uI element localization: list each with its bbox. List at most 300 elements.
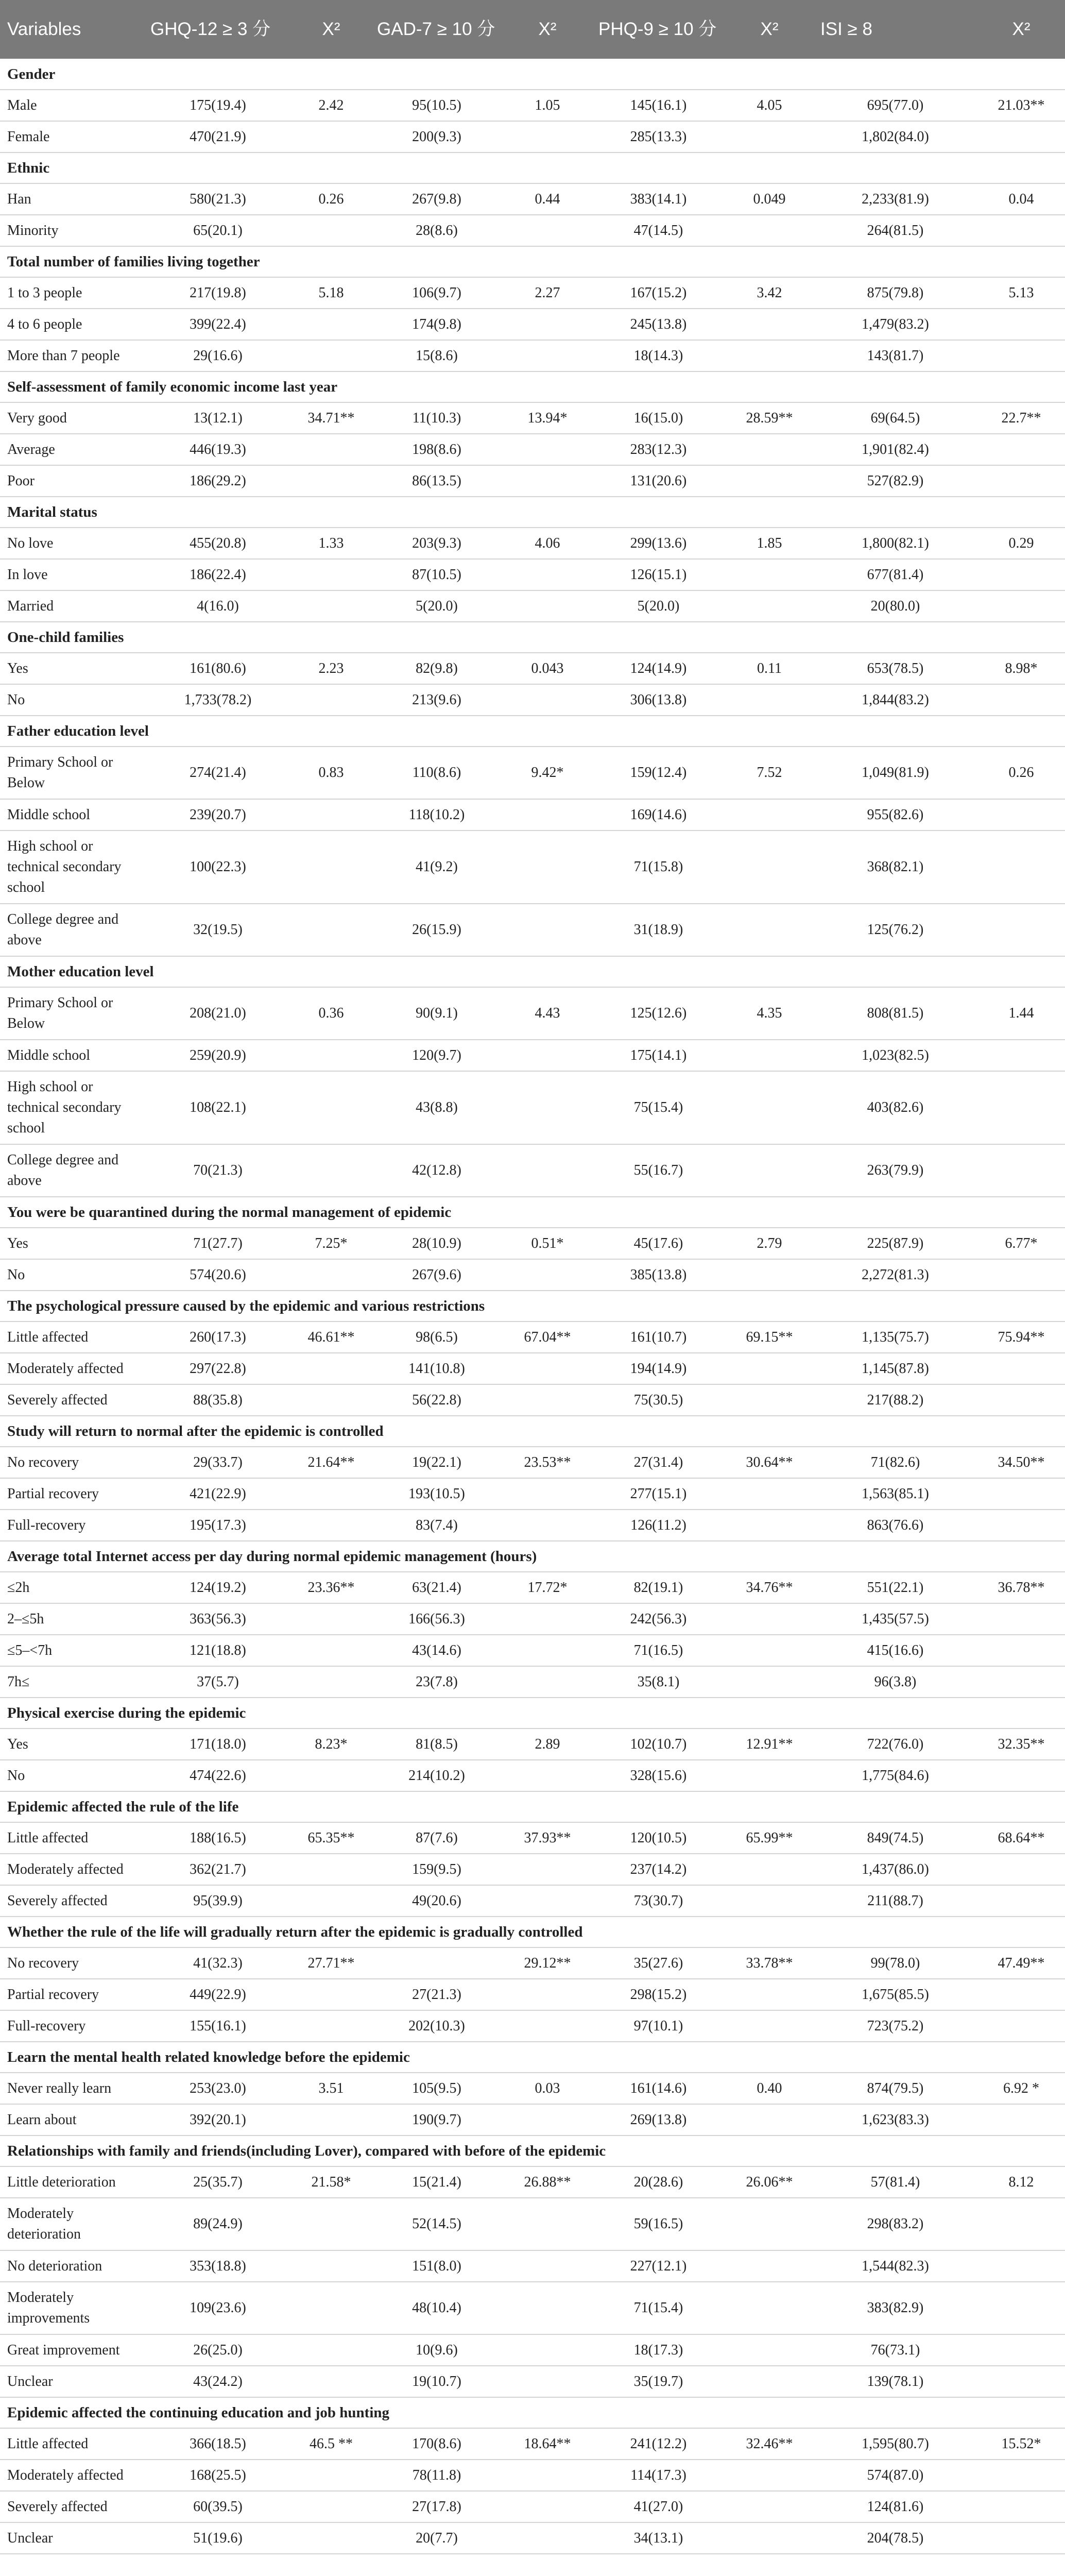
cell-chi-square-phq9 (726, 1144, 813, 1197)
table-row (0, 799, 1065, 831)
cell-chi-square-phq9: 30.64** (726, 1447, 813, 1478)
row-label: Yes (0, 653, 143, 684)
cell-chi-square-ghq12: 5.18 (293, 277, 370, 309)
cell-chi-square-ghq12 (293, 1635, 370, 1666)
table-row (0, 121, 1065, 152)
cell-chi-square-gad7: 2.27 (504, 277, 591, 309)
table-row (0, 684, 1065, 716)
cell-ghq12: 260(17.3) (143, 1321, 293, 1353)
cell-isi: 1,135(75.7) (813, 1321, 977, 1353)
cell-chi-square-isi (977, 1666, 1065, 1698)
cell-chi-square-ghq12 (293, 215, 370, 246)
cell-ghq12: 363(56.3) (143, 1603, 293, 1635)
cell-gad7: 198(8.6) (370, 434, 504, 465)
cell-ghq12: 25(35.7) (143, 2166, 293, 2198)
cell-chi-square-gad7 (504, 340, 591, 371)
cell-chi-square-ghq12: 0.26 (293, 183, 370, 215)
row-label: Moderately affected (0, 2460, 143, 2491)
cell-chi-square-isi (977, 1353, 1065, 1384)
cell-phq9: 241(12.2) (591, 2428, 726, 2460)
cell-chi-square-gad7 (504, 309, 591, 340)
cell-gad7: 81(8.5) (370, 1728, 504, 1760)
cell-chi-square-gad7 (504, 2282, 591, 2334)
cell-chi-square-isi (977, 2334, 1065, 2366)
table-row (0, 1478, 1065, 1510)
cell-gad7: 98(6.5) (370, 1321, 504, 1353)
cell-phq9: 269(13.8) (591, 2104, 726, 2136)
cell-chi-square-gad7 (504, 1384, 591, 1416)
table-row (0, 1321, 1065, 1353)
cell-chi-square-ghq12 (293, 1885, 370, 1917)
row-label: Moderately affected (0, 1353, 143, 1384)
section-title: Relationships with family and friends(including Lover), compared with before of the epidemic (0, 2136, 1065, 2166)
cell-phq9: 242(56.3) (591, 1603, 726, 1635)
cell-chi-square-ghq12: 27.71** (293, 1947, 370, 1979)
row-label: Yes (0, 1228, 143, 1259)
cell-chi-square-isi: 6.77* (977, 1228, 1065, 1259)
cell-ghq12: 41(32.3) (143, 1947, 293, 1979)
cell-ghq12: 29(16.6) (143, 340, 293, 371)
cell-chi-square-ghq12 (293, 1979, 370, 2010)
cell-gad7: 19(10.7) (370, 2366, 504, 2397)
row-label: Partial recovery (0, 1979, 143, 2010)
cell-isi: 2,272(81.3) (813, 1259, 977, 1291)
cell-chi-square-phq9 (726, 2282, 813, 2334)
cell-isi: 76(73.1) (813, 2334, 977, 2366)
cell-ghq12: 1,733(78.2) (143, 684, 293, 716)
cell-isi: 875(79.8) (813, 277, 977, 309)
cell-phq9: 18(17.3) (591, 2334, 726, 2366)
table-row (0, 987, 1065, 1040)
cell-chi-square-phq9 (726, 559, 813, 590)
cell-chi-square-gad7 (504, 121, 591, 152)
cell-phq9: 59(16.5) (591, 2198, 726, 2250)
cell-chi-square-gad7 (504, 590, 591, 622)
cell-gad7: 48(10.4) (370, 2282, 504, 2334)
cell-ghq12: 161(80.6) (143, 653, 293, 684)
cell-ghq12: 88(35.8) (143, 1384, 293, 1416)
cell-chi-square-gad7 (504, 1603, 591, 1635)
cell-phq9: 131(20.6) (591, 465, 726, 497)
cell-phq9: 5(20.0) (591, 590, 726, 622)
cell-isi: 1,049(81.9) (813, 747, 977, 799)
cell-chi-square-phq9 (726, 2250, 813, 2282)
cell-ghq12: 60(39.5) (143, 2491, 293, 2522)
table-row (0, 2522, 1065, 2554)
cell-chi-square-phq9 (726, 831, 813, 904)
cell-gad7: 170(8.6) (370, 2428, 504, 2460)
cell-chi-square-isi (977, 1885, 1065, 1917)
cell-chi-square-isi: 0.29 (977, 528, 1065, 559)
section-header-row (0, 2397, 1065, 2428)
cell-chi-square-phq9: 7.52 (726, 747, 813, 799)
table-row (0, 277, 1065, 309)
cell-chi-square-phq9 (726, 1353, 813, 1384)
cell-chi-square-gad7 (504, 465, 591, 497)
cell-chi-square-ghq12 (293, 684, 370, 716)
cell-gad7: 190(9.7) (370, 2104, 504, 2136)
cell-chi-square-ghq12 (293, 434, 370, 465)
cell-chi-square-phq9 (726, 1603, 813, 1635)
cell-phq9: 35(27.6) (591, 1947, 726, 1979)
cell-chi-square-phq9 (726, 1478, 813, 1510)
cell-isi: 722(76.0) (813, 1728, 977, 1760)
cell-phq9: 82(19.1) (591, 1572, 726, 1603)
cell-gad7: 166(56.3) (370, 1603, 504, 1635)
row-label: Moderately deterioration (0, 2198, 143, 2250)
cell-ghq12: 168(25.5) (143, 2460, 293, 2491)
cell-chi-square-phq9: 1.85 (726, 528, 813, 559)
section-title: Gender (0, 59, 1065, 90)
cell-gad7: 174(9.8) (370, 309, 504, 340)
cell-chi-square-phq9 (726, 1040, 813, 1071)
cell-chi-square-ghq12 (293, 2366, 370, 2397)
cell-chi-square-isi: 75.94** (977, 1321, 1065, 1353)
cell-chi-square-phq9 (726, 215, 813, 246)
section-title: Father education level (0, 716, 1065, 747)
cell-ghq12: 124(19.2) (143, 1572, 293, 1603)
cell-gad7: 63(21.4) (370, 1572, 504, 1603)
cell-chi-square-phq9: 26.06** (726, 2166, 813, 2198)
cell-chi-square-phq9 (726, 2010, 813, 2042)
row-label: Great improvement (0, 2334, 143, 2366)
cell-isi: 653(78.5) (813, 653, 977, 684)
cell-isi: 527(82.9) (813, 465, 977, 497)
cell-isi: 143(81.7) (813, 340, 977, 371)
table-row (0, 309, 1065, 340)
cell-ghq12: 171(18.0) (143, 1728, 293, 1760)
cell-ghq12: 95(39.9) (143, 1885, 293, 1917)
cell-chi-square-isi (977, 309, 1065, 340)
section-title: Study will return to normal after the epidemic is controlled (0, 1416, 1065, 1447)
cell-gad7: 83(7.4) (370, 1510, 504, 1541)
row-label: Never really learn (0, 2073, 143, 2104)
table-row (0, 1144, 1065, 1197)
cell-ghq12: 195(17.3) (143, 1510, 293, 1541)
cell-phq9: 385(13.8) (591, 1259, 726, 1291)
table-row (0, 1885, 1065, 1917)
cell-chi-square-ghq12: 23.36** (293, 1572, 370, 1603)
header-chi-square-phq9: X² (726, 0, 813, 59)
cell-chi-square-ghq12 (293, 799, 370, 831)
cell-chi-square-isi (977, 1478, 1065, 1510)
cell-isi: 695(77.0) (813, 90, 977, 121)
table-row (0, 528, 1065, 559)
row-label: 4 to 6 people (0, 309, 143, 340)
cell-chi-square-ghq12 (293, 2104, 370, 2136)
cell-phq9: 125(12.6) (591, 987, 726, 1040)
table-body (0, 59, 1065, 2554)
cell-isi: 124(81.6) (813, 2491, 977, 2522)
section-title: One-child families (0, 622, 1065, 653)
row-label: Full-recovery (0, 2010, 143, 2042)
cell-ghq12: 175(19.4) (143, 90, 293, 121)
section-header-row (0, 622, 1065, 653)
cell-chi-square-gad7 (504, 1854, 591, 1885)
cell-chi-square-phq9 (726, 1384, 813, 1416)
cell-ghq12: 65(20.1) (143, 215, 293, 246)
cell-chi-square-phq9 (726, 465, 813, 497)
cell-chi-square-phq9 (726, 434, 813, 465)
row-label: Unclear (0, 2522, 143, 2554)
cell-chi-square-gad7 (504, 2104, 591, 2136)
cell-chi-square-isi (977, 434, 1065, 465)
table-row (0, 2460, 1065, 2491)
cell-chi-square-gad7 (504, 831, 591, 904)
section-header-row (0, 956, 1065, 987)
cell-chi-square-gad7: 2.89 (504, 1728, 591, 1760)
cell-chi-square-phq9 (726, 1071, 813, 1144)
cell-phq9: 227(12.1) (591, 2250, 726, 2282)
cell-chi-square-ghq12 (293, 2522, 370, 2554)
cell-chi-square-gad7 (504, 2198, 591, 2250)
cell-gad7: 23(7.8) (370, 1666, 504, 1698)
cell-isi: 217(88.2) (813, 1384, 977, 1416)
cell-phq9: 97(10.1) (591, 2010, 726, 2042)
cell-chi-square-isi: 34.50** (977, 1447, 1065, 1478)
cell-chi-square-ghq12: 3.51 (293, 2073, 370, 2104)
cell-phq9: 102(10.7) (591, 1728, 726, 1760)
row-label: No recovery (0, 1947, 143, 1979)
cell-isi: 1,623(83.3) (813, 2104, 977, 2136)
row-label: Middle school (0, 1040, 143, 1071)
cell-chi-square-ghq12 (293, 465, 370, 497)
row-label: Middle school (0, 799, 143, 831)
cell-phq9: 283(12.3) (591, 434, 726, 465)
cell-chi-square-gad7: 0.51* (504, 1228, 591, 1259)
table-row (0, 831, 1065, 904)
cell-gad7: 28(10.9) (370, 1228, 504, 1259)
table-row (0, 1603, 1065, 1635)
cell-isi: 2,233(81.9) (813, 183, 977, 215)
row-label: Married (0, 590, 143, 622)
cell-chi-square-isi (977, 1635, 1065, 1666)
cell-phq9: 34(13.1) (591, 2522, 726, 2554)
table-row (0, 1071, 1065, 1144)
section-title: Epidemic affected the continuing education and job hunting (0, 2397, 1065, 2428)
table-row (0, 1635, 1065, 1666)
cell-isi: 263(79.9) (813, 1144, 977, 1197)
table-row (0, 1572, 1065, 1603)
cell-chi-square-gad7: 26.88** (504, 2166, 591, 2198)
table-row (0, 2250, 1065, 2282)
cell-ghq12: 70(21.3) (143, 1144, 293, 1197)
cell-chi-square-gad7 (504, 1510, 591, 1541)
cell-isi: 99(78.0) (813, 1947, 977, 1979)
cell-ghq12: 13(12.1) (143, 402, 293, 434)
cell-chi-square-ghq12 (293, 1144, 370, 1197)
cell-gad7: 214(10.2) (370, 1760, 504, 1791)
cell-chi-square-ghq12: 21.58* (293, 2166, 370, 2198)
row-label: 1 to 3 people (0, 277, 143, 309)
cell-chi-square-ghq12 (293, 2460, 370, 2491)
cell-gad7: 15(8.6) (370, 340, 504, 371)
cell-chi-square-phq9: 33.78** (726, 1947, 813, 1979)
cell-chi-square-phq9: 4.05 (726, 90, 813, 121)
table-row (0, 1854, 1065, 1885)
cell-isi: 204(78.5) (813, 2522, 977, 2554)
row-label: 2–≤5h (0, 1603, 143, 1635)
cell-chi-square-isi: 22.7** (977, 402, 1065, 434)
cell-gad7: 26(15.9) (370, 904, 504, 956)
section-title: Marital status (0, 497, 1065, 528)
cell-chi-square-ghq12: 1.33 (293, 528, 370, 559)
cell-chi-square-isi: 8.98* (977, 653, 1065, 684)
cell-ghq12: 37(5.7) (143, 1666, 293, 1698)
cell-gad7: 202(10.3) (370, 2010, 504, 2042)
cell-chi-square-ghq12: 0.83 (293, 747, 370, 799)
cell-ghq12: 274(21.4) (143, 747, 293, 799)
table-row (0, 1666, 1065, 1698)
cell-chi-square-ghq12 (293, 1071, 370, 1144)
header-isi: ISI ≥ 8 (813, 0, 977, 59)
cell-phq9: 299(13.6) (591, 528, 726, 559)
cell-chi-square-gad7 (504, 2334, 591, 2366)
table-row (0, 2010, 1065, 2042)
cell-isi: 808(81.5) (813, 987, 977, 1040)
cell-chi-square-gad7: 23.53** (504, 1447, 591, 1478)
cell-chi-square-ghq12 (293, 559, 370, 590)
table-row (0, 402, 1065, 434)
cell-gad7: 11(10.3) (370, 402, 504, 434)
cell-ghq12: 253(23.0) (143, 2073, 293, 2104)
cell-isi: 551(22.1) (813, 1572, 977, 1603)
cell-isi: 723(75.2) (813, 2010, 977, 2042)
section-header-row (0, 371, 1065, 402)
cell-gad7: 105(9.5) (370, 2073, 504, 2104)
cell-ghq12: 470(21.9) (143, 121, 293, 152)
row-label: Learn about (0, 2104, 143, 2136)
table-row (0, 1040, 1065, 1071)
section-title: Self-assessment of family economic income last year (0, 371, 1065, 402)
cell-chi-square-isi (977, 2366, 1065, 2397)
cell-chi-square-isi (977, 2522, 1065, 2554)
cell-gad7: 200(9.3) (370, 121, 504, 152)
cell-phq9: 298(15.2) (591, 1979, 726, 2010)
cell-ghq12: 29(33.7) (143, 1447, 293, 1478)
cell-chi-square-gad7 (504, 1040, 591, 1071)
row-label: High school or technical secondary school (0, 831, 143, 904)
row-label: More than 7 people (0, 340, 143, 371)
row-label: Primary School or Below (0, 747, 143, 799)
cell-chi-square-isi: 32.35** (977, 1728, 1065, 1760)
cell-chi-square-ghq12 (293, 1259, 370, 1291)
cell-chi-square-phq9: 28.59** (726, 402, 813, 434)
cell-phq9: 35(8.1) (591, 1666, 726, 1698)
cell-ghq12: 449(22.9) (143, 1979, 293, 2010)
cell-chi-square-isi (977, 340, 1065, 371)
table-row (0, 2166, 1065, 2198)
section-header-row (0, 2136, 1065, 2166)
cell-phq9: 145(16.1) (591, 90, 726, 121)
table-row (0, 1228, 1065, 1259)
cell-chi-square-isi (977, 2460, 1065, 2491)
cell-chi-square-phq9 (726, 590, 813, 622)
row-label: No (0, 1259, 143, 1291)
row-label: No recovery (0, 1447, 143, 1478)
cell-chi-square-isi: 0.04 (977, 183, 1065, 215)
cell-chi-square-gad7: 4.06 (504, 528, 591, 559)
section-title: Whether the rule of the life will gradually return after the epidemic is gradually controlled (0, 1917, 1065, 1947)
cell-chi-square-phq9 (726, 2104, 813, 2136)
cell-phq9: 45(17.6) (591, 1228, 726, 1259)
cell-gad7: 19(22.1) (370, 1447, 504, 1478)
cell-chi-square-gad7 (504, 1259, 591, 1291)
row-label: Very good (0, 402, 143, 434)
cell-chi-square-isi (977, 904, 1065, 956)
table-row (0, 2334, 1065, 2366)
section-header-row (0, 497, 1065, 528)
cell-ghq12: 366(18.5) (143, 2428, 293, 2460)
cell-chi-square-isi (977, 1760, 1065, 1791)
cell-ghq12: 455(20.8) (143, 528, 293, 559)
cell-chi-square-gad7 (504, 1144, 591, 1197)
cell-phq9: 31(18.9) (591, 904, 726, 956)
cell-chi-square-phq9: 4.35 (726, 987, 813, 1040)
section-header-row (0, 2042, 1065, 2073)
row-label: Unclear (0, 2366, 143, 2397)
section-title: Total number of families living together (0, 246, 1065, 277)
section-header-row (0, 1698, 1065, 1728)
cell-ghq12: 186(29.2) (143, 465, 293, 497)
cell-isi: 1,145(87.8) (813, 1353, 977, 1384)
cell-chi-square-isi: 21.03** (977, 90, 1065, 121)
cell-chi-square-ghq12 (293, 2334, 370, 2366)
cell-gad7: 42(12.8) (370, 1144, 504, 1197)
row-label: College degree and above (0, 1144, 143, 1197)
cell-isi: 1,675(85.5) (813, 1979, 977, 2010)
cell-isi: 96(3.8) (813, 1666, 977, 1698)
cell-phq9: 194(14.9) (591, 1353, 726, 1384)
cell-chi-square-isi: 1.44 (977, 987, 1065, 1040)
cell-chi-square-isi: 68.64** (977, 1822, 1065, 1854)
cell-chi-square-gad7 (504, 2491, 591, 2522)
cell-ghq12: 297(22.8) (143, 1353, 293, 1384)
cell-gad7: 159(9.5) (370, 1854, 504, 1885)
row-label: Male (0, 90, 143, 121)
cell-gad7: 49(20.6) (370, 1885, 504, 1917)
cell-chi-square-gad7: 67.04** (504, 1321, 591, 1353)
cell-ghq12: 421(22.9) (143, 1478, 293, 1510)
cell-ghq12: 239(20.7) (143, 799, 293, 831)
cell-phq9: 124(14.9) (591, 653, 726, 684)
table-row (0, 2366, 1065, 2397)
cell-chi-square-ghq12 (293, 1603, 370, 1635)
cell-chi-square-isi (977, 2250, 1065, 2282)
cell-isi: 1,595(80.7) (813, 2428, 977, 2460)
cell-chi-square-ghq12 (293, 2010, 370, 2042)
cell-chi-square-ghq12: 7.25* (293, 1228, 370, 1259)
cell-isi: 125(76.2) (813, 904, 977, 956)
cell-phq9: 161(10.7) (591, 1321, 726, 1353)
cell-chi-square-ghq12: 65.35** (293, 1822, 370, 1854)
cell-phq9: 71(15.4) (591, 2282, 726, 2334)
cell-isi: 383(82.9) (813, 2282, 977, 2334)
row-label: Moderately affected (0, 1854, 143, 1885)
cell-chi-square-gad7: 4.43 (504, 987, 591, 1040)
cell-chi-square-phq9: 69.15** (726, 1321, 813, 1353)
cell-chi-square-phq9 (726, 121, 813, 152)
cell-gad7: 56(22.8) (370, 1384, 504, 1416)
cell-chi-square-ghq12: 2.23 (293, 653, 370, 684)
cell-phq9: 277(15.1) (591, 1478, 726, 1510)
cell-isi: 1,435(57.5) (813, 1603, 977, 1635)
cell-chi-square-ghq12 (293, 831, 370, 904)
cell-isi: 1,544(82.3) (813, 2250, 977, 2282)
cell-chi-square-ghq12 (293, 309, 370, 340)
cell-gad7: 95(10.5) (370, 90, 504, 121)
cell-chi-square-isi (977, 215, 1065, 246)
